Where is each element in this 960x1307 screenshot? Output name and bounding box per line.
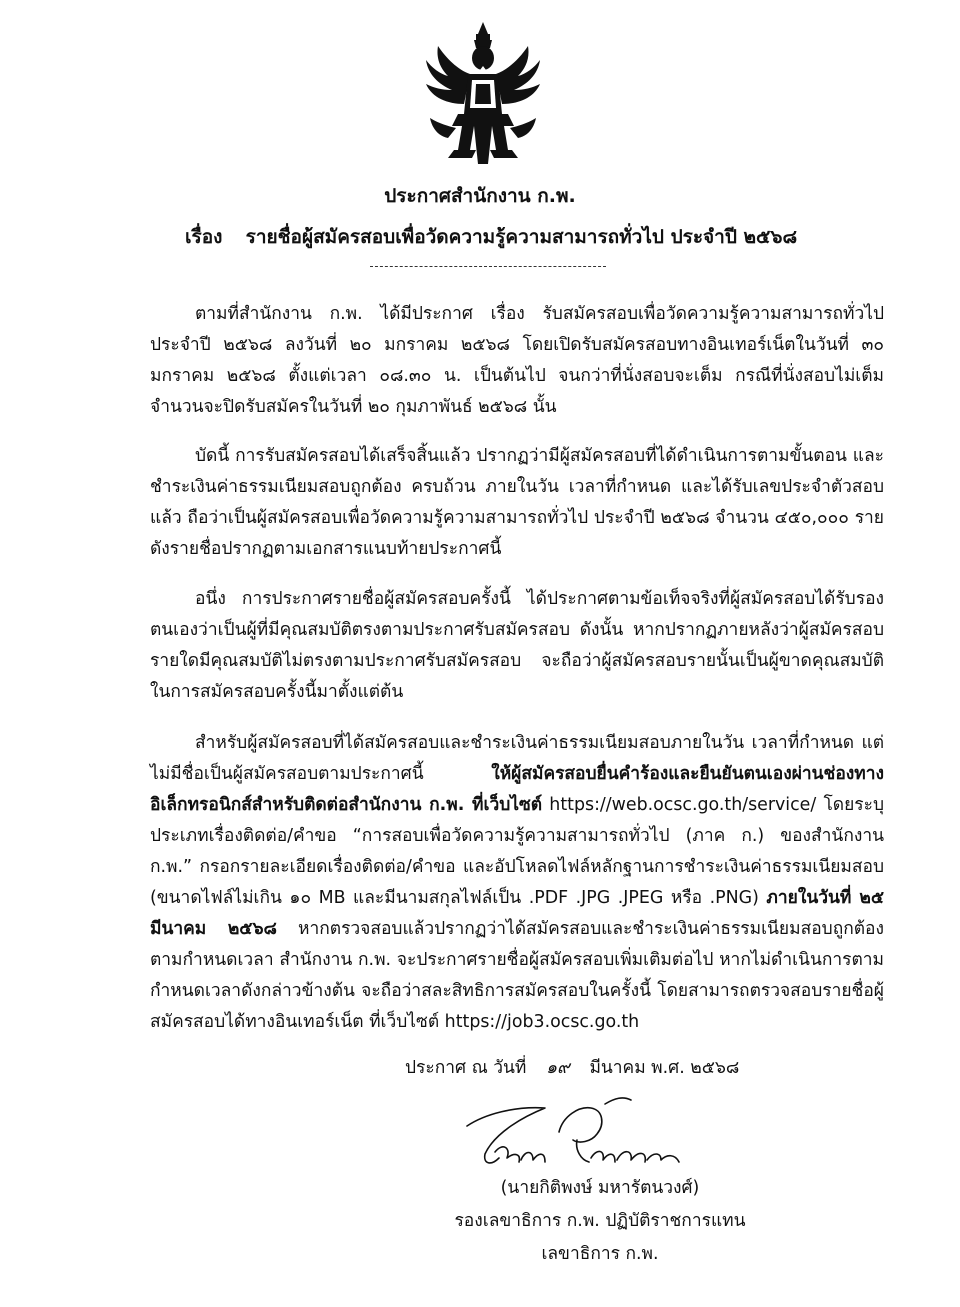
paragraph-4-part-c: https://web.ocsc.go.th/service/ โดยระบุประเภทเรื่องติดต่อ/คำขอ “การสอบเพื่อวัดความรู้ความสามารถทั่วไป (ภาค ก.) ของสำนักงาน ก.พ.” กรอกรายละเอียดเรื่องติดต่อ/คำขอ และอัปโหลดไฟล์หลักฐานการชำระเงินค่าธรรมเนียมสอบ (ขนาดไฟล์ไม่เกิน ๑๐ MB และมีนามสกุลไฟล์เป็น .PDF .JPG .JPEG หรือ .PNG) <box>150 795 884 908</box>
paragraph-1-text: ตามที่สำนักงาน ก.พ. ได้มีประกาศ เรื่อง รับสมัครสอบเพื่อวัดความรู้ความสามารถทั่วไป ประจำปี ๒๕๖๘ ลงวันที่ ๒๐ มกราคม ๒๕๖๘ โดยเปิดรับสมัครสอบทางอินเทอร์เน็ตในวันที่ ๓๐ มกราคม ๒๕๖๘ ตั้งแต่เวลา ๐๘.๓๐ น. เป็นต้นไป จนกว่าที่นั่งสอบจะเต็ม กรณีที่นั่งสอบไม่เต็มจำนวนจะปิดรับสมัครในวันที่ ๒๐ กุมภาพันธ์ ๒๕๖๘ นั้น <box>150 304 884 417</box>
signer-position: รองเลขาธิการ ก.พ. ปฏิบัติราชการแทน <box>454 1211 746 1231</box>
subject-label: เรื่อง <box>185 226 223 248</box>
paragraph-4-part-a: สำหรับผู้สมัครสอบที่ได้สมัครสอบและชำระเงินค่าธรรมเนียมสอบภายในวัน เวลาที่กำหนด แต่ไม่มีชื่อเป็นผู้สมัครสอบตามประกาศนี้ <box>150 733 884 784</box>
garuda-emblem-icon <box>418 18 548 168</box>
paragraph-3 <box>150 584 884 708</box>
paragraph-4 <box>150 728 884 1038</box>
announcement-title: ประกาศสำนักงาน ก.พ. <box>384 185 576 207</box>
subject-text: รายชื่อผู้สมัครสอบเพื่อวัดความรู้ความสามารถทั่วไป ประจำปี ๒๕๖๘ <box>245 226 798 248</box>
signer-title: เลขาธิการ ก.พ. <box>541 1244 659 1264</box>
paragraph-4-text <box>150 728 884 1038</box>
issued-day: ๑๙ <box>546 1058 570 1078</box>
signer-name: (นายกิติพงษ์ มหารัตนวงศ์) <box>500 1178 700 1198</box>
issued-prefix: ประกาศ ณ วันที่ <box>405 1058 527 1078</box>
paragraph-3-text: อนึ่ง การประกาศรายชื่อผู้สมัครสอบครั้งนี้ ได้ประกาศตามข้อเท็จจริงที่ผู้สมัครสอบได้รับรองตนเองว่าเป็นผู้ที่มีคุณสมบัติตรงตามประกาศรับสมัครสอบ ดังนั้น หากปรากฏภายหลังว่าผู้สมัครสอบรายใดมีคุณสมบัติไม่ตรงตามประกาศรับสมัครสอบ จะถือว่าผู้สมัครสอบรายนั้นเป็นผู้ขาดคุณสมบัติในการสมัครสอบครั้งนี้มาตั้งแต่ต้น <box>150 589 884 702</box>
paragraph-4-part-e: หากตรวจสอบแล้วปรากฏว่าได้สมัครสอบและชำระเงินค่าธรรมเนียมสอบถูกต้องตามกำหนดเวลา สำนักงาน ก.พ. จะประกาศรายชื่อผู้สมัครสอบเพิ่มเติมต่อไป หากไม่ดำเนินการตามกำหนดเวลาดังกล่าวข้างต้น จะถือว่าสละสิทธิการสมัครสอบในครั้งนี้ โดยสามารถตรวจสอบรายชื่อผู้สมัครสอบได้ทางอินเทอร์เน็ต ที่เว็บไซต์ https://job3.ocsc.go.th <box>150 919 884 1032</box>
paragraph-4-part-b: ให้ผู้สมัครสอบยื่นคำร้องและยืนยันตนเองผ่านช่องทางอิเล็กทรอนิกส์สำหรับติดต่อสำนักงาน ก.พ. ที่เว็บไซต์ <box>150 764 884 815</box>
paragraph-1 <box>150 299 884 423</box>
title-divider <box>370 266 606 267</box>
announcement-subject <box>185 222 825 252</box>
signature-icon <box>455 1092 700 1180</box>
issued-date <box>405 1053 739 1081</box>
issued-suffix: มีนาคม พ.ศ. ๒๕๖๘ <box>589 1058 740 1078</box>
paragraph-2 <box>150 441 884 565</box>
paragraph-4-deadline: ภายในวันที่ ๒๕ มีนาคม ๒๕๖๘ <box>150 888 884 939</box>
paragraph-2-text: บัดนี้ การรับสมัครสอบได้เสร็จสิ้นแล้ว ปรากฏว่ามีผู้สมัครสอบที่ได้ดำเนินการตามขั้นตอน และชำระเงินค่าธรรมเนียมสอบถูกต้อง ครบถ้วน ภายในวัน เวลาที่กำหนด และได้รับเลขประจำตัวสอบแล้ว ถือว่าเป็นผู้สมัครสอบเพื่อวัดความรู้ความสามารถทั่วไป ประจำปี ๒๕๖๘ จำนวน ๔๕๐,๐๐๐ ราย ดังรายชื่อปรากฏตามเอกสารแนบท้ายประกาศนี้ <box>150 446 884 559</box>
